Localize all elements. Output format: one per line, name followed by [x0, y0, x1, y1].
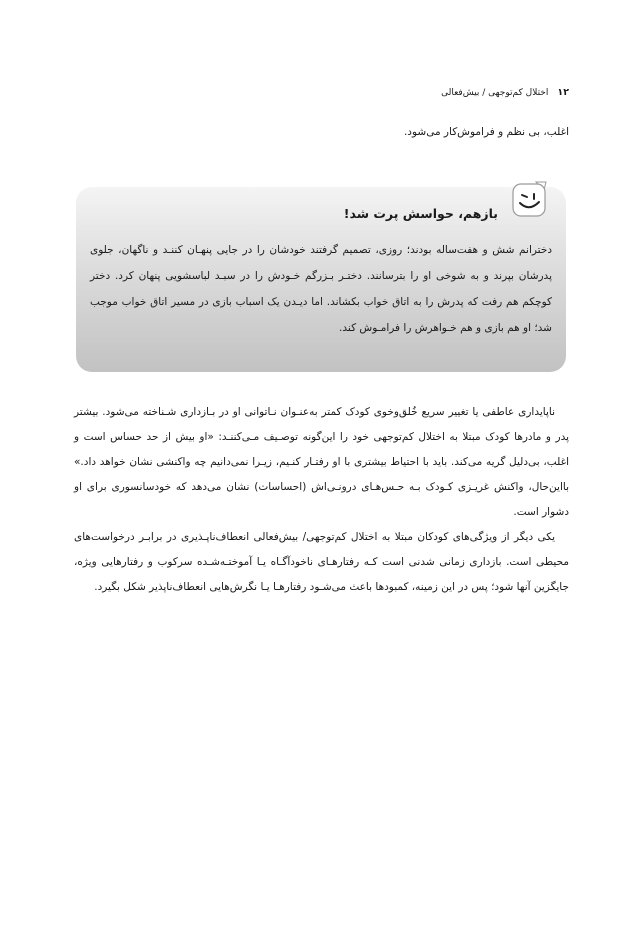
anecdote-callout-box — [76, 187, 566, 372]
paragraph: یکی دیگر از ویژگی‌های کودکان مبتلا به اختلال کم‌توجهی/ بیش‌فعالی انعطاف‌ناپـذیری در برابـر درخواست‌های محیطی است. بازداری زمانی شدنی است کـه رفتارهـای ناخودآگـاه یـا آموختـه‌شـده سرکوب و رفتارهایی ویژه، جایگزین آنها شود؛ پس در این زمینه، کمبودها باعث می‌شـود رفتارهـا یـا نگرش‌هایی انعطاف‌ناپذیر شکل بگیرد. — [74, 531, 569, 593]
page-number: ۱۲ — [557, 87, 569, 98]
smiley-wink-icon — [510, 179, 550, 219]
chapter-title: اختلال کم‌توجهی / بیش‌فعالی — [441, 88, 549, 98]
callout-body: دخترانم شش و هفت‌ساله بودند؛ روزی، تصمیم گرفتند خودشان را در جایی پنهـان کننـد و ناگهان، جلوی پدرشان بپرند و به شوخی او را بترسانند. دختـر بـزرگم خـودش را در سبـد لباسشویی پنهان کرد. دختر کوچکم هم رفت که پدرش را به اتاق خواب بکشاند. اما دیـدن یک اسباب بازی در مسیر اتاق خواب موجب شد؛ او هم بازی و هم خـواهرش را فرامـوش کند. — [90, 244, 552, 334]
callout-title: بازهم، حواسش پرت شد! — [343, 206, 498, 221]
paragraph: ناپایداری عاطفی یا تغییر سریع خُلق‌وخوی کودک کمتر به‌عنـوان نـاتوانی او در بـازداری شـناخته می‌شود. بیشتر پدر و مادرها کودک مبتلا به اختلال کم‌توجهی خود را این‌گونه توصـیف مـی‌کننـد: «او بیش از حد حساس است و اغلب، بی‌دلیل گریه می‌کند. باید با احتیاط بیشتری با او رفتـار کنـیم، زیـرا نمی‌دانیم چه واکنشی نشان خواهد داد.» بااین‌حال، واکنش غریـزی کـودک بـه حـس‌هـای درونـی‌اش (احساسات) نشان می‌دهد که خودسانسوری برای او دشوار است. — [74, 406, 569, 518]
running-header — [441, 86, 569, 100]
opening-line: اغلب، بی نظم و فراموش‌کار می‌شود. — [403, 126, 569, 138]
body-text — [74, 400, 569, 600]
